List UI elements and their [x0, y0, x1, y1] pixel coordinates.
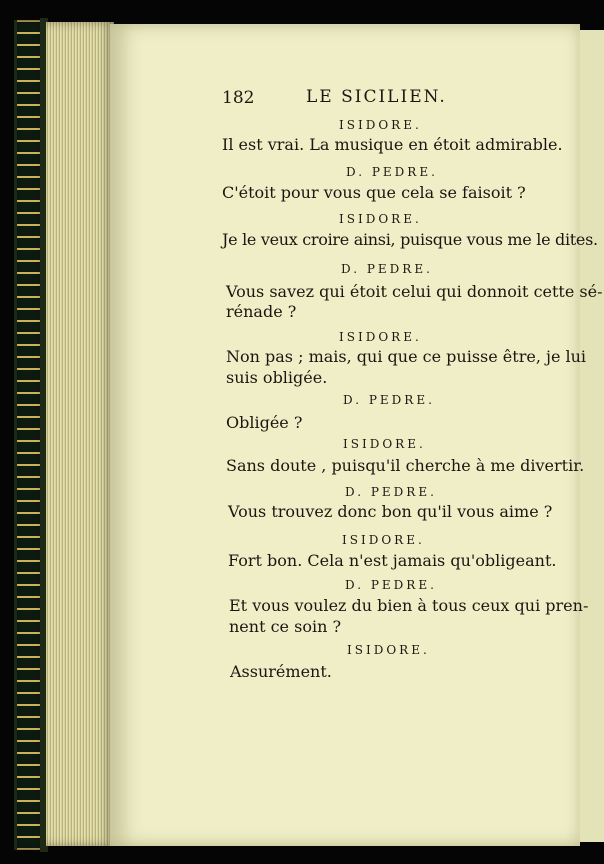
- speaker-label: D. PEDRE.: [345, 578, 437, 592]
- speaker-label: D. PEDRE.: [343, 393, 435, 407]
- dialogue-line: Sans doute , puisqu'il cherche à me divertir.: [226, 456, 585, 475]
- dialogue-line: nent ce soin ?: [229, 617, 342, 636]
- dialogue-line: Il est vrai. La musique en étoit admirable.: [222, 135, 563, 154]
- speaker-label: ISIDORE.: [342, 533, 425, 547]
- dialogue-line: rénade ?: [226, 302, 297, 321]
- dialogue-line: suis obligée.: [226, 368, 328, 387]
- dialogue-line: Je le veux croire ainsi, puisque vous me le dites.: [222, 230, 598, 249]
- speaker-label: ISIDORE.: [347, 643, 430, 657]
- dialogue-line: C'étoit pour vous que cela se faisoit ?: [222, 183, 526, 202]
- dialogue-line: Assurément.: [230, 662, 332, 681]
- speaker-label: D. PEDRE.: [345, 485, 437, 499]
- dialogue-line: Vous savez qui étoit celui qui donnoit cette sé-: [226, 282, 603, 301]
- page-edges: [46, 22, 114, 846]
- facing-page-edge: [580, 30, 604, 842]
- speaker-label: ISIDORE.: [339, 118, 422, 132]
- dialogue-line: Et vous voulez du bien à tous ceux qui pren-: [229, 596, 589, 615]
- speaker-label: D. PEDRE.: [346, 165, 438, 179]
- dialogue-line: Fort bon. Cela n'est jamais qu'obligeant.: [228, 551, 557, 570]
- page-number: 182: [222, 88, 255, 108]
- dialogue-line: Obligée ?: [226, 413, 303, 432]
- dialogue-line: Non pas ; mais, qui que ce puisse être, je lui: [226, 347, 587, 366]
- speaker-label: ISIDORE.: [339, 330, 422, 344]
- speaker-label: ISIDORE.: [339, 212, 422, 226]
- dialogue-line: Vous trouvez donc bon qu'il vous aime ?: [228, 502, 553, 521]
- running-title: LE SICILIEN.: [306, 87, 447, 107]
- speaker-label: ISIDORE.: [343, 437, 426, 451]
- speaker-label: D. PEDRE.: [341, 262, 433, 276]
